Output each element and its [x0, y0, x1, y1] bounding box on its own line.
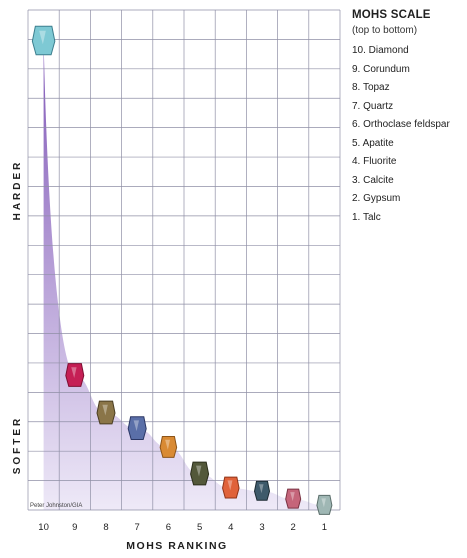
legend-item: 9. Corundum	[352, 63, 410, 75]
topaz-icon	[97, 401, 115, 424]
x-tick-label: 7	[134, 522, 140, 533]
y-label-bottom: SOFTER	[12, 415, 23, 475]
corundum-icon	[66, 364, 84, 387]
legend-item: 7. Quartz	[352, 100, 394, 112]
legend-item: 2. Gypsum	[352, 193, 401, 204]
x-tick-label: 3	[259, 522, 265, 533]
calcite-icon	[255, 481, 270, 500]
legend-item: 8. Topaz	[352, 82, 390, 93]
legend-item: 5. Apatite	[352, 137, 394, 149]
legend-item: 4. Fluorite	[352, 156, 397, 167]
x-tick-label: 6	[165, 522, 172, 533]
x-tick-label: 9	[72, 522, 78, 533]
legend-item: 6. Orthoclase feldspar	[352, 119, 450, 130]
fluorite-icon	[223, 477, 240, 498]
talc-icon	[317, 495, 332, 514]
x-tick-label: 10	[38, 522, 49, 533]
quartz-icon	[128, 417, 146, 440]
x-axis-label: MOHS RANKING	[126, 540, 228, 552]
photo-credit: Peter Johnston/GIA	[30, 503, 83, 509]
x-tick-label: 2	[290, 522, 296, 533]
legend-subtitle: (top to bottom)	[352, 25, 418, 36]
legend-list	[352, 44, 450, 229]
y-label-top: HARDER	[12, 159, 23, 221]
legend-item: 3. Calcite	[352, 174, 394, 186]
x-tick-label: 1	[321, 522, 328, 533]
x-tick-label: 5	[196, 522, 203, 533]
diamond-icon	[32, 26, 55, 55]
legend-item: 10. Diamond	[352, 45, 409, 56]
gypsum-icon	[286, 489, 301, 508]
legend-item: 1. Talc	[352, 211, 381, 223]
apatite-icon	[191, 462, 209, 485]
x-tick-label: 4	[228, 522, 234, 533]
legend-title: MOHS SCALE	[352, 9, 431, 21]
orthoclase-feldspar-icon	[160, 437, 177, 458]
x-tick-label: 8	[103, 522, 109, 533]
